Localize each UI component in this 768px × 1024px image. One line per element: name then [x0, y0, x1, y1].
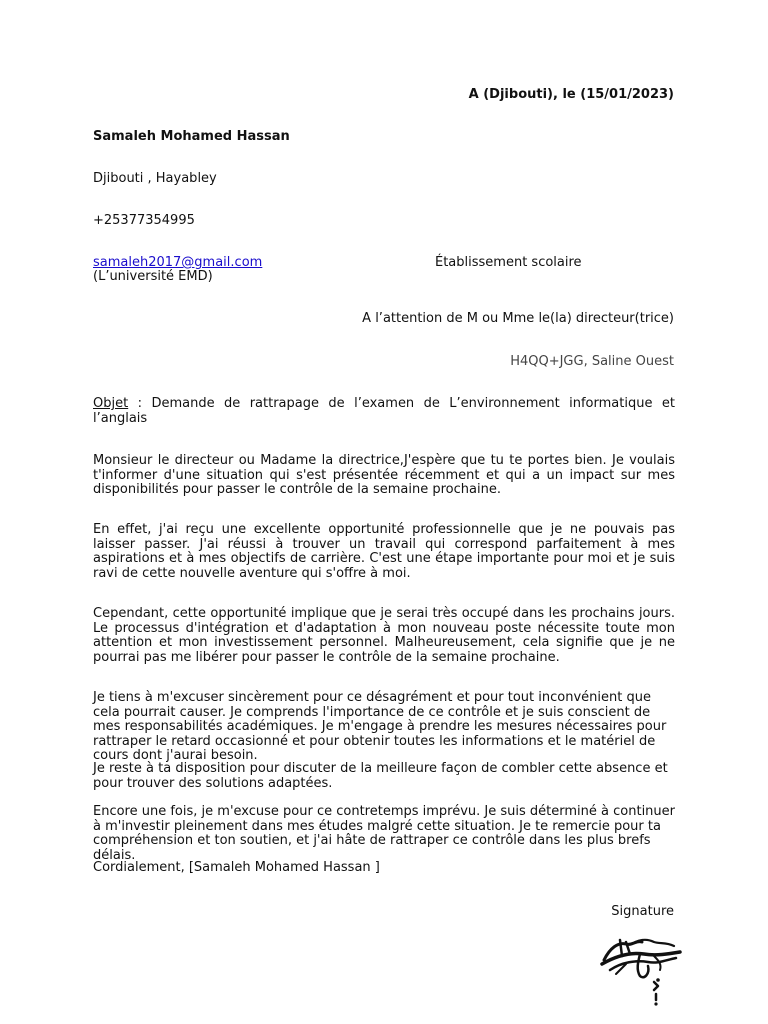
subject-label: Objet — [93, 396, 129, 411]
place-date: A (Djibouti), le (15/01/2023) — [468, 87, 674, 102]
sender-phone: +25377354995 — [93, 213, 195, 228]
recipient-establishment: Établissement scolaire — [435, 255, 582, 270]
body-paragraph-4: Je tiens à m'excuser sincèrement pour ce désagrément et pour tout inconvénient que cela pourrait causer. Je comprends l'importance de ce contrôle et je suis conscient de mes responsabilités académiques. Je m'engage à prendre les mesures nécessaires pour rattraper le retard occasionné et pour obtenir toutes les informations et le matériel de cours dont j'aurai besoin. — [93, 690, 667, 763]
body-paragraph-3: Cependant, cette opportunité implique que je serai très occupé dans les prochains jours. Le processus d'intégration et d'adaptation à mon nouveau poste nécessite toute mon attention et mon investissement personnel. Malheureusement, cela signifie que je ne pourrai pas me libérer pour passer le contrôle de la semaine prochaine. — [93, 606, 675, 665]
sender-university: (L’université EMD) — [93, 269, 213, 284]
recipient-location: H4QQ+JGG, Saline Ouest — [510, 354, 674, 369]
sender-name: Samaleh Mohamed Hassan — [93, 129, 290, 144]
sender-email-link[interactable]: samaleh2017@gmail.com — [93, 255, 263, 270]
body-paragraph-2: En effet, j'ai reçu une excellente opportunité professionnelle que je ne pouvais pas laisser passer. J'ai réussi à trouver un travail qui correspond parfaitement à mes aspirations et à mes objectifs de carrière. C'est une étape importante pour moi et je suis ravi de cette nouvelle aventure qui s'offre à moi. — [93, 522, 675, 581]
handwritten-signature-icon — [596, 930, 686, 1010]
subject-line — [93, 397, 675, 426]
subject-separator: : — [128, 396, 152, 411]
subject-text: Demande de rattrapage de l’examen de L’environnement informatique et l’anglais — [93, 396, 675, 426]
recipient-attention: A l’attention de M ou Mme le(la) directeur(trice) — [362, 311, 674, 326]
closing-line: Cordialement, [Samaleh Mohamed Hassan ] — [93, 860, 380, 875]
sender-address: Djibouti , Hayabley — [93, 171, 217, 186]
body-paragraph-1: Monsieur le directeur ou Madame la directrice,J'espère que tu te portes bien. Je voulais t'informer d'une situation qui s'est présentée récemment et qui a un impact sur mes disponibilités pour passer le contrôle de la semaine prochaine. — [93, 453, 675, 497]
body-paragraph-5: Je reste à ta disposition pour discuter de la meilleure façon de combler cette absence et pour trouver des solutions adaptées. — [93, 761, 668, 791]
body-paragraph-6: Encore une fois, je m'excuse pour ce contretemps imprévu. Je suis déterminé à continuer à m'investir pleinement dans mes études malgré cette situation. Je te remercie pour ta compréhension et ton soutien, et j'ai hâte de rattraper ce contrôle dans les plus brefs délais. — [93, 804, 675, 863]
signature-label: Signature — [611, 904, 674, 919]
